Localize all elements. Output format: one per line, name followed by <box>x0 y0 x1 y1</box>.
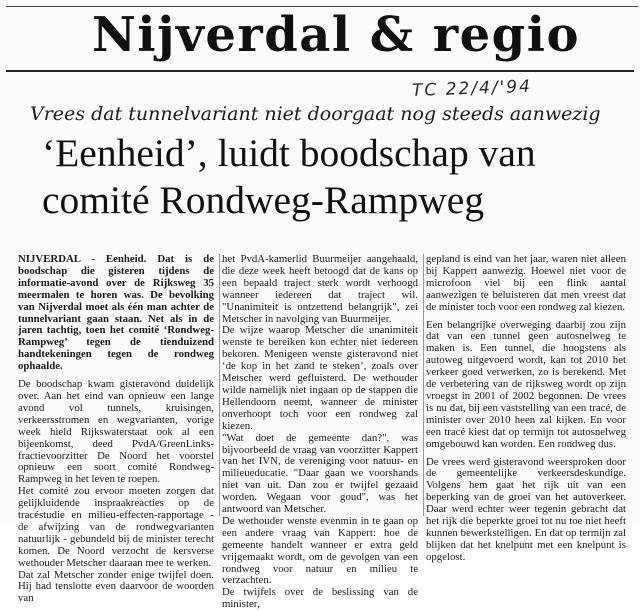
paragraph: gepland is eind van het jaar, waren niet alleen bij Kappert aanwezig. Hoewel niet voor de microfoon viel bij een flink aantal aanwezigen te beluisteren dat men vreest dat de minister toch voor een rondweg zal kiezen. <box>426 253 626 313</box>
paragraph: het PvdA-kamerlid Buurmeijer aangehaald, die deze week heeft betoogd dat de kans op een bepaald traject sterk wordt verhoogd wanneer iedereen dat traject wil. "Unanimiteit is ontzettend belangrijk", zei Metscher in navolging van Buurmeijer. <box>222 253 418 325</box>
paragraph: De twijfels over de beslissing van de minister, <box>222 586 418 611</box>
article-column-3 <box>426 254 626 564</box>
paragraph: De boodschap kwam gisteravond duidelijk over. Aan het eind van opnieuw een lange avond vol tunnels, kruisingen, verkeersstromen en wegvarianten, vorige week hield Rijkswaterstaat ook al een bijeenkomst, deed PvdA/GreenLinks-fractievoorzitter De Noord het voorstel opnieuw een soort comité Rondweg-Rampweg in het leven te roepen. <box>18 378 214 486</box>
section-masthead: Nijverdal & regio <box>92 7 580 63</box>
article-lede: NIJVERDAL - Eenheid. Dat is de boodschap die gisteren tijdens de informatie-avond over de Rijksweg 35 meermalen te horen was. De bevolking van Nijverdal moet als één man achter de tunnelvariant gaan staan. Net als in de jaren tachtig, toen het comité ‘Rondweg-Rampweg’ tegen de tienduizend handtekeningen tegen de rondweg ophaalde. <box>18 253 214 373</box>
headline-line-1: ‘Eenheid’, luidt boodschap van <box>42 131 536 175</box>
masthead-rule <box>6 70 634 72</box>
article-column-1 <box>18 254 214 605</box>
column-divider <box>219 254 220 516</box>
paragraph: De wijze waarop Metscher die unanimiteit wenste te bereiken kon echter niet iedereen bekoren. Menigeen wenste gisteravond niet ‘de kop in het zand te steken’, zoals over Metscher werd gefluisterd. De wethouder wilde namelijk niet ingaan op de stappen die Hellendoorn neemt, wanneer de minister onverhoopt toch voor een rondweg zal kiezen. <box>222 324 418 432</box>
paragraph: De wethouder wenste evenmin in te gaan op een andere vraag van Kappert: hoe de gemeente handelt wanneer er extra geld vrijgemaakt wordt, om de gevolgen van een rondweg voor natuur en milieu te verzachten. <box>222 514 418 587</box>
paragraph: Een belangrijke overweging daarbij zou zijn dat van een tunnel geen autosnelweg te maken is. Een tunnel, die hoogstens als autoweg uitgevoerd wordt, kan tot 2010 het verkeer goed verwerken, zo is berekend. Met de verbetering van de rijksweg wordt op zijn vroegst in 2001 of 2002 begonnen. De vrees is nu dat, bij een vaststelling van een tracé, de minister over 2010 heen zal kijken. En voor een tracé kiest dat op termijn tot autosnelweg omgebouwd kan worden. Een rondweg dus. <box>426 318 626 450</box>
article-column-2 <box>222 254 418 611</box>
paragraph: Dat zal Metscher zonder enige twijfel doen. Hij had tenslotte even daarvoor de woorden van <box>18 568 214 605</box>
article-kicker: Vrees dat tunnelvariant niet doorgaat nog steeds aanwezig <box>30 103 601 125</box>
paragraph: De vrees werd gisteravond weersproken door de gemeentelijke verkeersdeskundige. Volgens hem gaat het rijk uit van een beperking van de groei van het autoverkeer. Daar werd echter weer tegenin gebracht dat het rijk die beperkte groei tot nu toe niet heeft kunnen bewerkstelligen. En dat op termijn zal blijken dat het knelpunt met een knelpunt is opgelost. <box>426 455 626 563</box>
paragraph: Het comité zou ervoor moeten zorgen dat gelijkluidende inspraakreacties op de tracéstudie en milieu-effecten-rapportage - de afwijzing van de rondwegvarianten natuurlijk - gebundeld bij de minister terecht komen. De Noord verzocht de kersverse wethouder Metscher daaraan mee te werken. <box>18 485 214 569</box>
headline-line-2: comité Rondweg-Rampweg <box>42 178 485 222</box>
column-divider <box>423 254 424 516</box>
article-headline <box>42 130 622 224</box>
handwritten-date-note: TC 22/4/'94 <box>411 76 533 101</box>
paragraph: "Wat doet de gemeente dan?", was bijvoorbeeld de vraag van voorzitter Kappert van het IVN, de vereniging voor natuur- en milieueducatie. "Daar gaan we voorshands niet van uit. Dan zou er twijfel gezaaid worden. Wegaan voor goud", was het antwoord van Metscher. <box>222 431 418 516</box>
